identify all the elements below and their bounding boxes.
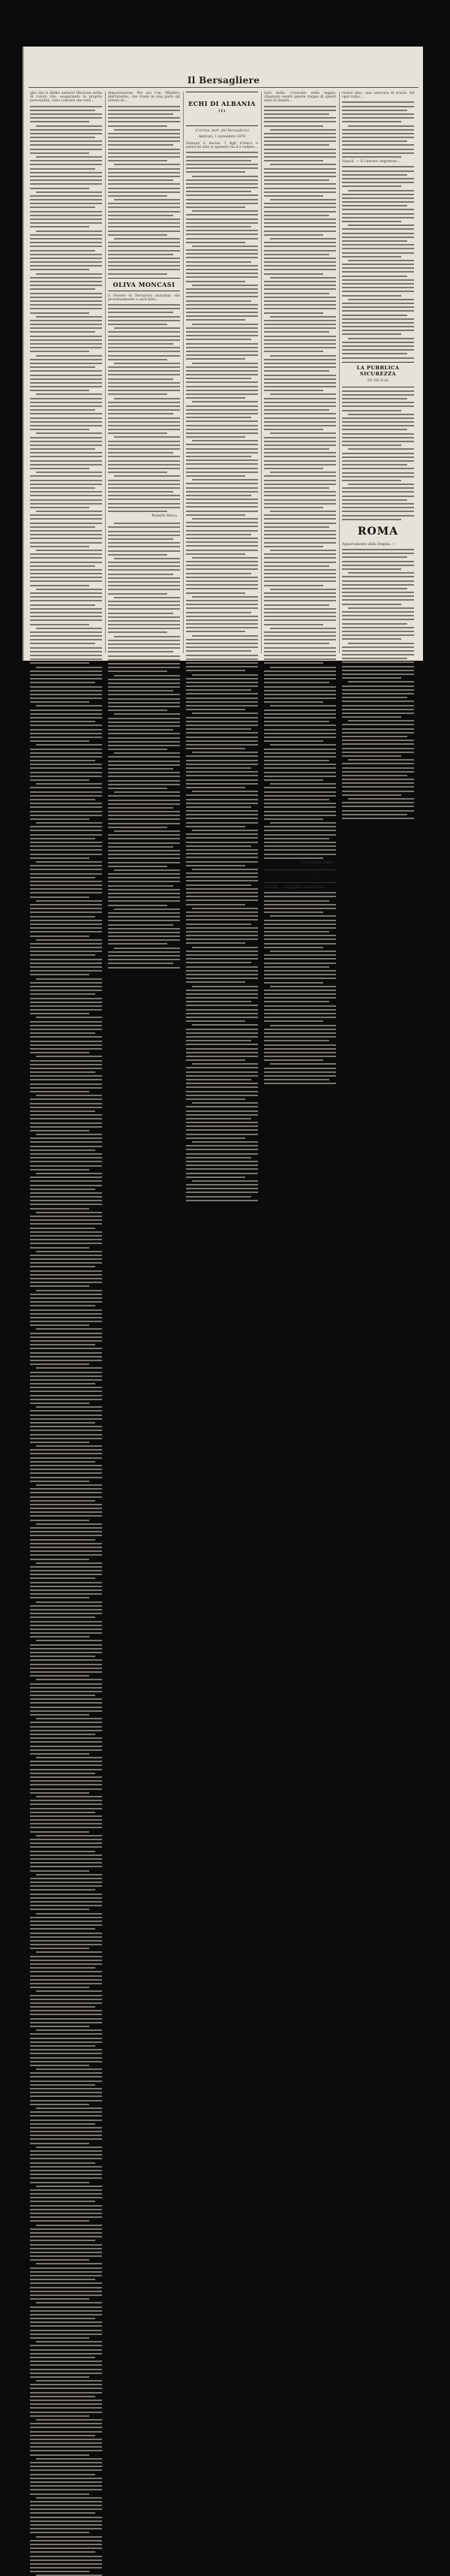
oliva-moncasi-body bbox=[108, 304, 180, 512]
column-5-body-top bbox=[342, 101, 414, 158]
column-2-body-bottom bbox=[108, 523, 180, 968]
in-italia-title: IN ITALIA bbox=[278, 872, 322, 880]
column-4 bbox=[264, 92, 336, 890]
column-2-lead: dimostrazione. Per noi l'on. Ministro dell'Interno, che rivela in una parte gli intenti di... bbox=[108, 92, 180, 104]
column-4-body-top bbox=[264, 106, 336, 859]
column-1 bbox=[30, 92, 102, 653]
echi-albania-title: ECHI DI ALBANIA bbox=[188, 100, 256, 107]
napoli-lead: Napoli. — Il Gaetano Argentino... bbox=[342, 160, 400, 164]
pubblica-sicurezza-body bbox=[342, 390, 414, 520]
oliva-moncasi-heading-box bbox=[108, 278, 180, 291]
echi-albania-note-mark: (1) bbox=[218, 109, 226, 113]
pubblica-sicurezza-heading-box bbox=[342, 362, 414, 387]
column-1-body bbox=[30, 106, 102, 2576]
column-3 bbox=[186, 92, 258, 653]
echi-albania-lead: Dunque è deciso. I figli d'Aisco e parecchi altri si spinsero da lì a vedere... bbox=[186, 142, 258, 150]
masthead-title: Il Bersagliere bbox=[187, 75, 260, 86]
pubblica-sicurezza-subtitle: IN SICILIA bbox=[367, 378, 389, 383]
pubblica-sicurezza-title: LA PUBBLICA SICUREZZA bbox=[356, 364, 400, 377]
roma-body bbox=[342, 549, 414, 819]
roma-title: ROMA bbox=[357, 525, 399, 538]
garibaldino-signature: Un ex Garibaldino bbox=[301, 860, 333, 865]
roma-heading-box bbox=[342, 523, 414, 540]
echi-albania-body bbox=[186, 152, 258, 1201]
column-1-lead: glio che si debba andare! Illusione solita di coloro che, esagerando la propria personalità, sono convinti che tutti... bbox=[30, 92, 102, 104]
in-italia-lead: Bologna. — Leggiamo nella Patria: bbox=[264, 885, 325, 890]
scan-edge-right bbox=[436, 0, 450, 676]
column-rule-1 bbox=[105, 92, 106, 653]
column-2 bbox=[108, 92, 180, 653]
echi-albania-place-date: Antivari, 1 novembre 1878 bbox=[198, 135, 246, 139]
column-rule-4 bbox=[339, 92, 340, 653]
oliva-moncasi-title: OLIVA MONCASI bbox=[112, 280, 176, 288]
echi-albania-dateline: (Corrisp. part. del Bersagliere) bbox=[194, 129, 250, 133]
echi-albania-heading-box bbox=[186, 92, 258, 126]
column-5-lead: rivava ieno, una sinecura di scarsi. Ad ogni volta... bbox=[342, 92, 414, 100]
column-2-body-top bbox=[108, 106, 180, 275]
newspaper-page bbox=[22, 47, 423, 890]
in-italia-heading-box bbox=[264, 869, 336, 883]
column-5 bbox=[342, 92, 414, 653]
column-rule-2 bbox=[183, 92, 184, 653]
column-4-lead: tutti belle. Crescere nella leggia: chiamare esenti queste trappe di questi armi in Sanità... bbox=[264, 92, 336, 104]
oliva-moncasi-lead: Il Dovere di Terranova annunzia che prossimamente e sarà fatto... bbox=[108, 294, 180, 302]
column-5-body-mid bbox=[342, 166, 414, 358]
roma-lead: Appartamento della Regina. — bbox=[342, 542, 396, 547]
oliva-moncasi-signature: Roberto Barca bbox=[152, 514, 177, 519]
in-italia-body bbox=[264, 892, 336, 1084]
column-rule-3 bbox=[261, 92, 262, 653]
masthead-rule bbox=[28, 87, 418, 88]
